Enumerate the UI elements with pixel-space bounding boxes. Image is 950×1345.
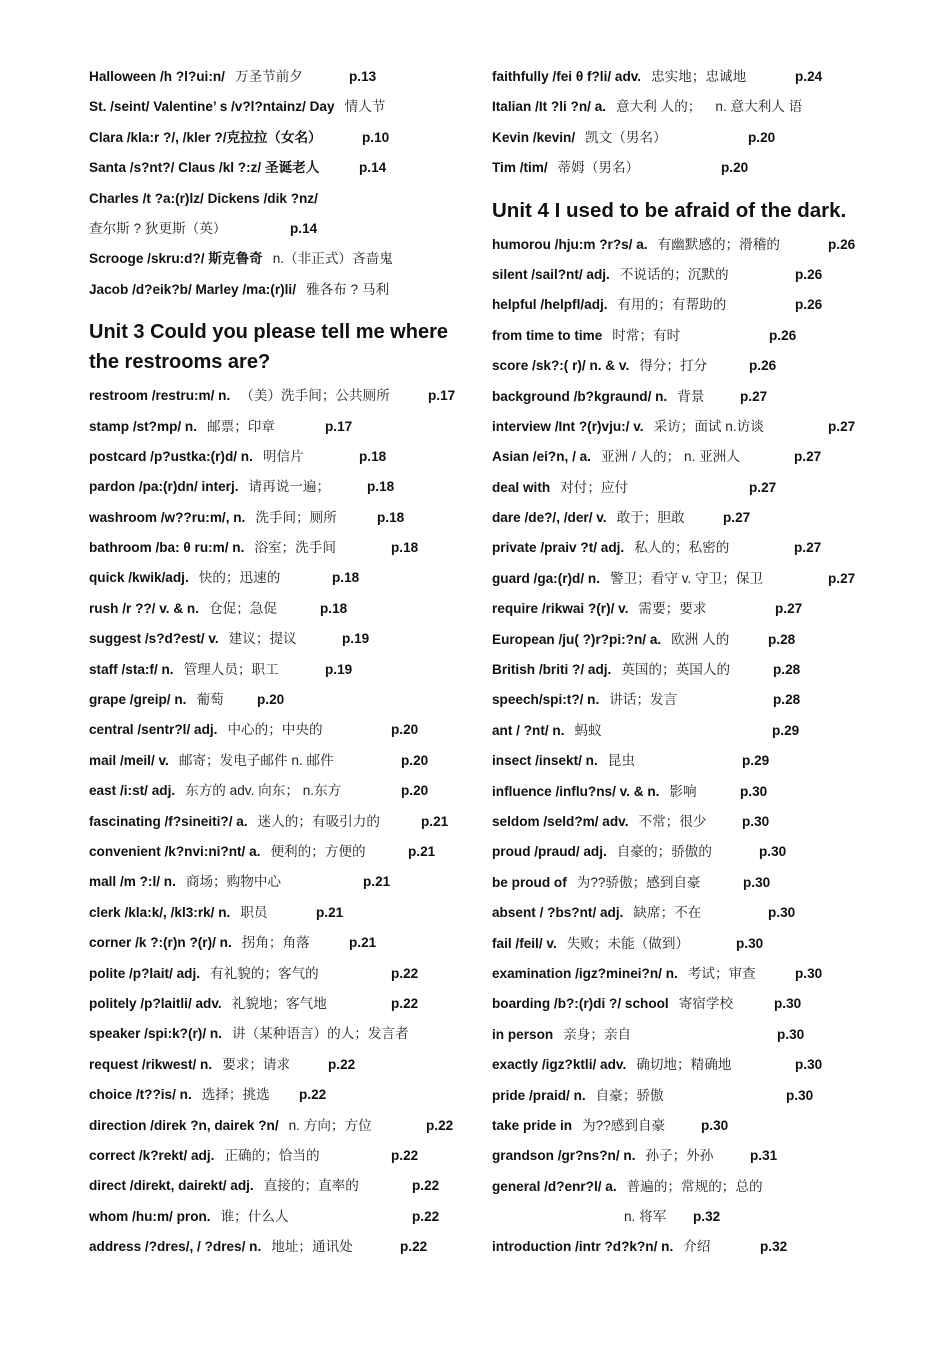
- vocab-term: Charles /t ?a:(r)lz/ Dickens /dik ?nz/: [89, 190, 318, 206]
- vocab-term: mall /m ?:l/ n.: [89, 874, 176, 890]
- page-reference: p.20: [401, 752, 429, 768]
- vocab-meaning: 敢于；胆敢: [616, 510, 685, 526]
- vocab-meaning: 职员: [240, 904, 268, 920]
- vocab-meaning: 蚂蚁: [574, 722, 602, 738]
- vocab-term: general /d?enr?l/ a.: [492, 1178, 617, 1194]
- vocab-entry: [89, 928, 474, 958]
- page-reference: p.31: [750, 1148, 778, 1164]
- vocab-entry: [492, 594, 867, 624]
- vocab-entry: [492, 1050, 867, 1080]
- vocab-entry: [492, 1141, 867, 1171]
- vocab-meaning: 雅各布 ? 马利: [305, 281, 390, 297]
- vocab-meaning: 邮票；印章: [207, 418, 275, 434]
- right-column: [492, 62, 867, 1263]
- vocab-entry: [89, 1202, 474, 1232]
- vocab-meaning: 明信片: [262, 448, 304, 464]
- vocab-term: be proud of: [492, 874, 567, 890]
- page-reference: p.28: [773, 692, 801, 708]
- page-reference: p.22: [391, 995, 419, 1011]
- vocab-term: stamp /st?mp/ n.: [89, 418, 198, 434]
- vocab-term: quick /kwik/adj.: [89, 570, 189, 586]
- vocab-term: dare /de?/, /der/ v.: [492, 510, 607, 526]
- page-reference: p.30: [736, 935, 764, 951]
- vocab-meaning: 时常；有时: [612, 327, 681, 343]
- vocab-entry: [492, 837, 867, 867]
- vocab-meaning: 拐角；角落: [241, 935, 310, 951]
- vocab-term: corner /k ?:(r)n ?(r)/ n.: [89, 935, 232, 951]
- page-reference: p.27: [775, 601, 803, 617]
- page-reference: p.22: [426, 1117, 454, 1133]
- vocab-meaning: 介绍: [683, 1239, 711, 1255]
- vocab-meaning: 对付；应付: [560, 479, 629, 495]
- vocab-entry: [89, 655, 474, 685]
- page-reference: p.22: [391, 1147, 419, 1163]
- vocab-entry: [492, 230, 867, 260]
- vocab-term: from time to time: [492, 327, 603, 343]
- vocab-meaning: 警卫；看守 v. 守卫；保卫: [610, 570, 764, 586]
- vocab-meaning: 需要；要求: [638, 601, 707, 617]
- page-reference: p.14: [290, 220, 318, 236]
- vocab-term: Halloween /h ?l?ui:n/: [89, 69, 225, 84]
- vocab-entry: [492, 1232, 867, 1262]
- page-reference: p.18: [377, 509, 405, 525]
- page-reference: p.14: [359, 160, 387, 176]
- vocab-term: Kevin /kevin/: [492, 129, 576, 145]
- unit4-heading: Unit 4 I used to be afraid of the dark.: [492, 198, 847, 222]
- vocab-entry: [492, 564, 867, 594]
- page-reference: p.30: [768, 905, 796, 921]
- vocab-entry: [89, 214, 474, 244]
- vocab-entry: [492, 321, 867, 351]
- page-reference: p.29: [742, 753, 770, 769]
- vocab-entry: [89, 1232, 474, 1262]
- vocab-term: speech/spi:t?/ n.: [492, 692, 600, 708]
- right-word-list-top: [492, 62, 867, 184]
- vocab-entry: [492, 777, 867, 807]
- vocab-entry: [89, 275, 474, 305]
- vocab-term: score /sk?:( r)/ n. & v.: [492, 358, 630, 374]
- page-reference: p.26: [795, 297, 823, 313]
- vocab-entry: [492, 716, 867, 746]
- vocab-meaning: 商场；购物中心: [185, 874, 282, 890]
- page-reference: p.30: [786, 1087, 814, 1103]
- vocab-meaning: n.（非正式）吝啬鬼: [272, 251, 393, 267]
- vocab-meaning: 建议；提议: [228, 631, 297, 647]
- page-reference: p.20: [257, 692, 285, 708]
- vocab-meaning: 影响: [669, 783, 697, 799]
- page-reference: p.17: [428, 388, 456, 404]
- vocab-entry: [89, 563, 474, 593]
- vocab-meaning: 普遍的；常规的；总的: [626, 1178, 763, 1194]
- vocab-term: Scrooge /skru:d?/ 斯克鲁奇: [89, 251, 263, 267]
- page-reference: p.30: [777, 1026, 805, 1042]
- vocab-meaning: 有用的；有帮助的: [617, 297, 727, 313]
- page-reference: p.24: [795, 69, 823, 84]
- vocab-meaning: 寄宿学校: [678, 996, 734, 1012]
- vocab-term: influence /influ?ns/ v. & n.: [492, 783, 660, 799]
- page-reference: p.18: [367, 479, 395, 495]
- page-reference: p.30: [740, 783, 768, 799]
- vocab-term: direct /direkt, dairekt/ adj.: [89, 1178, 254, 1194]
- vocab-entry: [492, 351, 867, 381]
- page-reference: p.29: [772, 722, 800, 738]
- page-reference: p.30: [795, 965, 823, 981]
- vocab-term: insect /insekt/ n.: [492, 753, 598, 769]
- vocab-meaning: 请再说一遍；: [248, 479, 331, 495]
- vocab-term: correct /k?rekt/ adj.: [89, 1147, 215, 1163]
- vocab-term: polite /p?lait/ adj.: [89, 965, 201, 981]
- page-reference: p.20: [391, 722, 419, 738]
- vocab-term: bathroom /ba: θ ru:m/ n.: [89, 540, 245, 556]
- page-reference: p.22: [299, 1087, 327, 1103]
- vocab-entry: [89, 442, 474, 472]
- vocab-meaning: 英国的；英国人的: [621, 662, 731, 678]
- vocab-meaning: （美）洗手间；公共厕所: [240, 388, 390, 404]
- vocab-meaning: 中心的；中央的: [227, 722, 323, 738]
- page-reference: p.30: [795, 1057, 823, 1073]
- vocab-entry: [492, 1172, 867, 1202]
- page-reference: p.32: [760, 1239, 788, 1255]
- vocab-meaning: 快的；迅速的: [198, 570, 281, 586]
- vocab-entry: [89, 776, 474, 806]
- unit3-word-list: [89, 381, 474, 1262]
- vocab-meaning: 便利的；方便的: [270, 843, 366, 859]
- vocab-meaning: 直接的；直率的: [263, 1178, 359, 1194]
- page-reference: p.21: [421, 813, 449, 829]
- vocab-entry: [89, 244, 474, 274]
- vocab-term: boarding /b?:(r)di ?/ school: [492, 996, 669, 1012]
- vocab-entry: [89, 533, 474, 563]
- vocab-meaning: 不常；很少: [638, 813, 707, 829]
- vocab-entry: [89, 1171, 474, 1201]
- page-reference: p.28: [773, 662, 801, 678]
- page-reference: p.27: [828, 570, 856, 586]
- vocab-meaning: 东方的 adv. 向东； n.东方: [185, 783, 342, 799]
- vocab-meaning: 仓促；急促: [209, 600, 277, 616]
- page-reference: p.19: [325, 661, 353, 677]
- vocab-entry: [492, 442, 867, 472]
- vocab-meaning: 谁；什么人: [220, 1208, 289, 1224]
- vocab-term: proud /praud/ adj.: [492, 844, 607, 860]
- page-reference: p.20: [401, 783, 429, 799]
- page-reference: p.27: [749, 479, 777, 495]
- vocab-term: pride /praid/ n.: [492, 1087, 586, 1103]
- page-reference: p.21: [363, 874, 391, 890]
- page-reference: p.20: [721, 160, 749, 176]
- vocab-meaning: 孙子；外孙: [645, 1148, 714, 1164]
- vocab-term: Jacob /d?eik?b/ Marley /ma:(r)li/: [89, 281, 296, 297]
- vocab-entry: [89, 594, 474, 624]
- vocab-meaning: n. 将军: [624, 1209, 667, 1225]
- vocab-term: examination /igz?minei?n/ n.: [492, 965, 678, 981]
- vocab-meaning-extra: n. 意大利人 语: [715, 99, 803, 115]
- vocab-meaning: 选择；挑选: [201, 1087, 270, 1103]
- page-reference: p.26: [749, 358, 777, 374]
- vocab-meaning: 为??感到自豪: [582, 1117, 666, 1133]
- vocab-entry: [89, 685, 474, 715]
- vocab-term: suggest /s?d?est/ v.: [89, 631, 219, 647]
- vocab-entry: [492, 625, 867, 655]
- vocab-meaning: 讲（某种语言）的人；发言者: [231, 1026, 409, 1042]
- vocab-entry: [89, 412, 474, 442]
- vocab-term: pardon /pa:(r)dn/ interj.: [89, 479, 239, 495]
- vocab-term: request /rikwest/ n.: [89, 1056, 213, 1072]
- page-reference: p.27: [828, 418, 856, 434]
- page-reference: p.21: [349, 935, 377, 951]
- vocab-entry: [492, 1081, 867, 1111]
- vocab-entry: [492, 153, 867, 183]
- page-reference: p.27: [794, 449, 822, 465]
- page-reference: p.18: [359, 448, 387, 464]
- vocab-meaning: 正确的；恰当的: [224, 1147, 320, 1163]
- vocab-meaning: 自豪；骄傲: [595, 1087, 664, 1103]
- page-reference: p.22: [400, 1239, 428, 1255]
- page-reference: p.17: [325, 418, 353, 434]
- vocab-meaning: 葡萄: [196, 692, 224, 708]
- vocab-meaning: 为??骄傲；感到自豪: [576, 874, 701, 890]
- vocab-term: staff /sta:f/ n.: [89, 661, 174, 677]
- vocab-entry: [89, 1080, 474, 1110]
- vocab-entry: [89, 959, 474, 989]
- vocab-meaning: 要求；请求: [222, 1056, 291, 1072]
- vocab-term: grape /greip/ n.: [89, 692, 187, 708]
- vocab-entry: [492, 1202, 867, 1232]
- vocab-term: private /praiv ?t/ adj.: [492, 540, 625, 556]
- vocab-meaning: 采访；面试 n.访谈: [653, 418, 764, 434]
- vocab-term: background /b?kgraund/ n.: [492, 388, 668, 404]
- vocab-entry: [89, 1050, 474, 1080]
- vocab-entry: [492, 92, 867, 122]
- vocab-meaning: 意大利 人的；: [616, 99, 702, 115]
- vocab-term: interview /Int ?(r)vju:/ v.: [492, 418, 644, 434]
- vocab-term: direction /direk ?n, dairek ?n/: [89, 1117, 279, 1133]
- vocab-term: humorou /hju:m ?r?s/ a.: [492, 236, 648, 252]
- vocab-entry: [89, 1111, 474, 1141]
- vocab-meaning: 考试；审查: [687, 965, 756, 981]
- vocab-entry: [492, 473, 867, 503]
- vocab-meaning: 私人的；私密的: [634, 540, 730, 556]
- vocab-term: take pride in: [492, 1117, 573, 1133]
- vocab-term: clerk /kla:k/, /kl3:rk/ n.: [89, 904, 231, 920]
- vocab-entry: [492, 898, 867, 928]
- vocab-entry: [89, 1019, 474, 1049]
- vocab-term: grandson /gr?ns?n/ n.: [492, 1148, 636, 1164]
- page-reference: p.28: [768, 631, 796, 647]
- vocab-term: convenient /k?nvi:ni?nt/ a.: [89, 843, 261, 859]
- vocab-meaning: 确切地；精确地: [636, 1057, 732, 1073]
- vocab-term: address /?dres/, / ?dres/ n.: [89, 1239, 262, 1255]
- vocab-entry: [89, 381, 474, 411]
- vocab-meaning: 亲身；亲自: [563, 1026, 632, 1042]
- vocab-term: exactly /igz?ktli/ adv.: [492, 1057, 627, 1073]
- vocab-entry: [492, 503, 867, 533]
- vocab-meaning: 管理人员；职工: [183, 661, 279, 677]
- vocab-meaning: 欧洲 人的: [671, 631, 730, 647]
- vocab-term: fail /feil/ v.: [492, 935, 557, 951]
- vocab-meaning: 不说话的；沉默的: [619, 266, 729, 282]
- vocab-entry: [89, 123, 474, 153]
- page-reference: p.18: [320, 600, 348, 616]
- vocab-term: east /i:st/ adj.: [89, 783, 176, 799]
- vocab-meaning: 礼貌地；客气地: [231, 995, 327, 1011]
- vocab-term: Italian /It ?li ?n/ a.: [492, 99, 607, 115]
- vocab-entry: [492, 868, 867, 898]
- left-word-list-intro: [89, 62, 474, 305]
- page-reference: p.21: [408, 843, 436, 859]
- vocab-entry: [89, 989, 474, 1019]
- page-reference: p.30: [743, 874, 771, 890]
- page-reference: p.22: [412, 1178, 440, 1194]
- page-reference: p.30: [759, 844, 787, 860]
- vocab-entry: [492, 62, 867, 92]
- vocab-term: Tim /tim/: [492, 160, 548, 176]
- vocab-meaning: 得分；打分: [639, 358, 708, 374]
- vocab-meaning: 背景: [677, 388, 705, 404]
- vocab-entry: [492, 123, 867, 153]
- vocab-meaning: 有幽默感的；滑稽的: [657, 236, 780, 252]
- vocab-entry: [89, 807, 474, 837]
- vocab-term: central /sentr?l/ adj.: [89, 722, 218, 738]
- vocab-meaning: 蒂姆（男名）: [557, 160, 640, 176]
- vocab-term: restroom /restru:m/ n.: [89, 388, 231, 404]
- page-reference: p.27: [794, 540, 822, 556]
- vocab-meaning: 迷人的；有吸引力的: [257, 813, 380, 829]
- vocab-term: washroom /w??ru:m/, n.: [89, 509, 246, 525]
- unit4-word-list: [492, 230, 867, 1263]
- vocab-entry: [492, 1020, 867, 1050]
- page-reference: p.26: [795, 266, 823, 282]
- vocab-term: introduction /intr ?d?k?n/ n.: [492, 1239, 674, 1255]
- vocab-entry: [492, 382, 867, 412]
- vocab-entry: [89, 867, 474, 897]
- vocab-entry: [492, 929, 867, 959]
- vocab-term: rush /r ??/ v. & n.: [89, 600, 200, 616]
- page-reference: p.20: [748, 129, 776, 145]
- vocab-entry: [492, 746, 867, 776]
- vocab-term: speaker /spi:k?(r)/ n.: [89, 1026, 222, 1042]
- page-reference: p.22: [412, 1208, 440, 1224]
- vocab-term: Clara /kla:r ?/, /kler ?/克拉拉（女名）: [89, 129, 322, 145]
- vocab-term: whom /hu:m/ pron.: [89, 1208, 211, 1224]
- vocab-term: mail /meil/ v.: [89, 752, 169, 768]
- vocab-entry: [89, 92, 474, 122]
- vocab-entry: [492, 989, 867, 1019]
- vocab-meaning: 查尔斯 ? 狄更斯（英）: [89, 220, 227, 236]
- left-column: [89, 62, 474, 1262]
- vocab-meaning: 自豪的；骄傲的: [616, 844, 712, 860]
- vocab-term: silent /sail?nt/ adj.: [492, 266, 610, 282]
- page-reference: p.18: [332, 570, 360, 586]
- vocab-entry: [492, 807, 867, 837]
- vocab-entry: [492, 655, 867, 685]
- vocab-entry: [89, 62, 474, 92]
- vocab-entry: [492, 685, 867, 715]
- vocab-term: faithfully /fei θ f?li/ adv.: [492, 69, 642, 84]
- vocab-term: seldom /seld?m/ adv.: [492, 813, 629, 829]
- vocab-meaning: 有礼貌的；客气的: [210, 965, 319, 981]
- vocab-entry: [492, 412, 867, 442]
- vocab-entry: [89, 898, 474, 928]
- vocab-meaning: 浴室；洗手间: [254, 540, 336, 556]
- page-reference: p.32: [693, 1209, 721, 1225]
- vocab-entry: [89, 472, 474, 502]
- vocab-meaning: n. 方向；方位: [288, 1117, 372, 1133]
- page-reference: p.30: [774, 996, 802, 1012]
- vocab-meaning: 邮寄；发电子邮件 n. 邮件: [178, 752, 334, 768]
- page-reference: p.26: [769, 327, 797, 343]
- vocab-entry: [89, 624, 474, 654]
- page-reference: p.26: [828, 236, 856, 252]
- unit3-heading: Unit 3 Could you please tell me where the restrooms are?: [89, 321, 448, 374]
- vocab-meaning: 情人节: [344, 99, 386, 115]
- page-reference: p.27: [723, 510, 751, 526]
- vocab-meaning: 万圣节前夕: [234, 69, 303, 84]
- page-reference: p.18: [391, 540, 419, 556]
- vocab-meaning: 凯文（男名）: [585, 129, 667, 145]
- vocab-term: in person: [492, 1026, 554, 1042]
- page-reference: p.30: [701, 1117, 729, 1133]
- vocab-entry: [492, 533, 867, 563]
- vocab-meaning: 失败；未能（做到）: [566, 935, 690, 951]
- vocab-entry: [492, 290, 867, 320]
- vocab-term: require /rikwai ?(r)/ v.: [492, 601, 629, 617]
- page-reference: p.13: [349, 69, 377, 84]
- vocab-entry: [89, 746, 474, 776]
- page-reference: p.19: [342, 631, 370, 647]
- vocab-term: postcard /p?ustka:(r)d/ n.: [89, 448, 253, 464]
- vocab-meaning: 洗手间；厕所: [255, 509, 337, 525]
- vocab-entry: [89, 503, 474, 533]
- vocab-term: European /ju( ?)r?pi:?n/ a.: [492, 631, 662, 647]
- vocab-meaning: 昆虫: [607, 753, 635, 769]
- page-reference: p.27: [740, 388, 768, 404]
- vocab-entry: [89, 153, 474, 183]
- vocab-meaning: 地址；通讯处: [271, 1239, 353, 1255]
- vocab-term: politely /p?laitli/ adv.: [89, 995, 222, 1011]
- vocab-term: Santa /s?nt?/ Claus /kl ?:z/ 圣诞老人: [89, 160, 320, 176]
- vocab-entry: [492, 1111, 867, 1141]
- vocab-term: helpful /helpfl/adj.: [492, 297, 608, 313]
- page-reference: p.22: [391, 965, 419, 981]
- vocab-meaning: 讲话；发言: [609, 692, 678, 708]
- page-reference: p.10: [362, 129, 390, 145]
- vocab-entry: [89, 715, 474, 745]
- vocab-term: guard /ga:(r)d/ n.: [492, 570, 600, 586]
- vocab-entry: [89, 1141, 474, 1171]
- vocab-term: British /briti ?/ adj.: [492, 662, 612, 678]
- vocab-entry: [492, 959, 867, 989]
- vocab-meaning: 亚洲 / 人的； n. 亚洲人: [600, 449, 740, 465]
- page-reference: p.22: [328, 1056, 356, 1072]
- vocab-term: deal with: [492, 479, 551, 495]
- vocab-term: choice /t??is/ n.: [89, 1087, 192, 1103]
- vocab-term: Asian /ei?n, / a.: [492, 449, 591, 465]
- vocab-entry: [89, 184, 474, 214]
- page-reference: p.30: [742, 813, 770, 829]
- vocab-term: St. /seint/ Valentine’ s /v?l?ntainz/ Day: [89, 99, 335, 115]
- vocab-entry: [89, 837, 474, 867]
- vocab-term: absent / ?bs?nt/ adj.: [492, 905, 624, 921]
- vocab-term: fascinating /f?sineiti?/ a.: [89, 813, 248, 829]
- vocab-meaning: 忠实地；忠诚地: [651, 69, 747, 84]
- vocab-term: ant / ?nt/ n.: [492, 722, 565, 738]
- vocab-meaning: 缺席；不在: [633, 905, 702, 921]
- vocab-entry: [492, 260, 867, 290]
- page-reference: p.21: [316, 904, 344, 920]
